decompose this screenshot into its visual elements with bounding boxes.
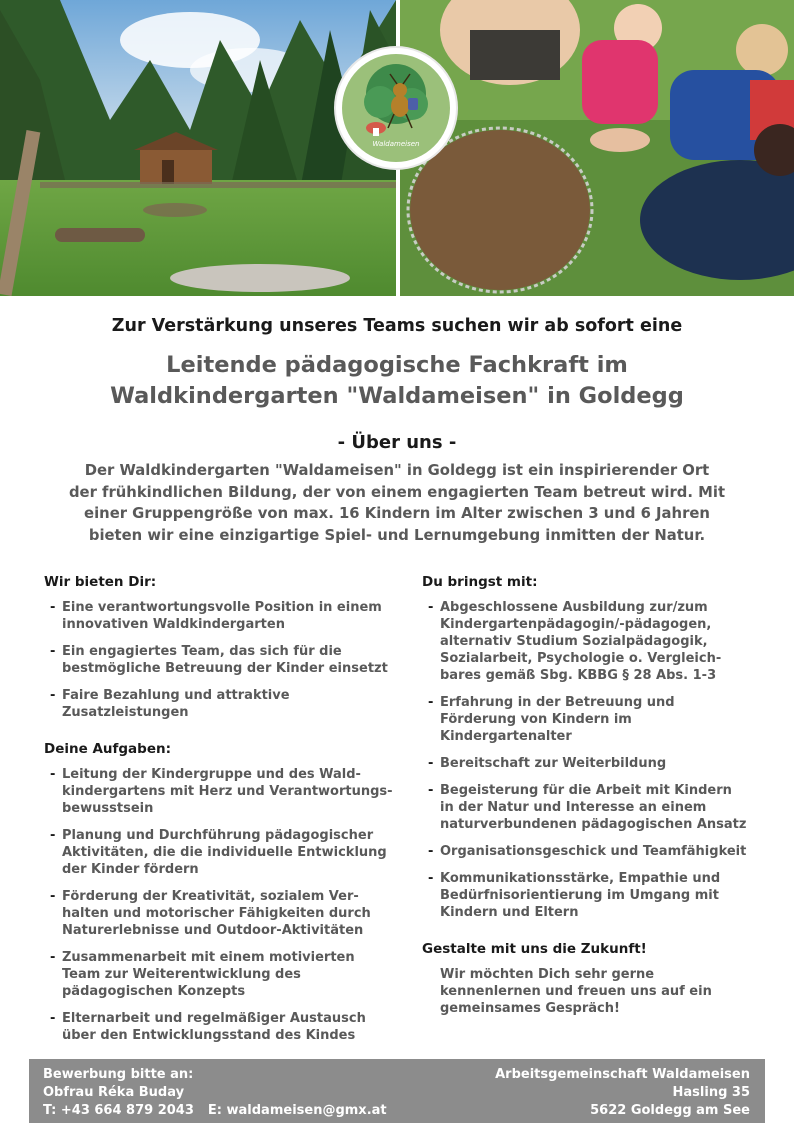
job-title-line: Leitende pädagogische Fachkraft im [166, 352, 628, 378]
application-contact [43, 1066, 387, 1120]
phone-number[interactable]: T: +43 664 879 2043 [43, 1103, 194, 1118]
list-item: - Kommunikationsstärke, Empathie und Bedürfnisorientierung im Umgang mit Kindern und Eltern [422, 870, 762, 921]
offer-heading: Wir bieten Dir: [44, 574, 157, 590]
list-item: - Planung und Durchführung pädagogischer Aktivitäten, die die individuelle Entwicklung der Kinder fördern [44, 827, 414, 878]
waldameisen-logo: Waldameisen [336, 48, 456, 168]
about-heading: - Über uns - [337, 432, 457, 453]
list-item: - Bereitschaft zur Weiterbildung [422, 755, 762, 772]
intro-line: Zur Verstärkung unseres Teams suchen wir ab sofort eine [111, 316, 683, 336]
job-title-line: Waldkindergarten "Waldameisen" in Goldegg [110, 383, 684, 409]
left-column [44, 574, 414, 1054]
photo-header [0, 0, 794, 296]
tasks-heading: Deine Aufgaben: [44, 741, 171, 757]
list-item: - Zusammenarbeit mit einem motivierten Team zur Weiterentwicklung des pädagogischen Konzepts [44, 949, 414, 1000]
email-address[interactable]: E: waldameisen@gmx.at [207, 1103, 387, 1118]
apply-label: Bewerbung bitte an: [43, 1067, 194, 1082]
about-line: einer Gruppengröße von max. 16 Kindern im Alter zwischen 3 und 6 Jahren [84, 505, 710, 522]
about-text [30, 460, 764, 546]
list-item: - Faire Bezahlung und attraktive Zusatzleistungen [44, 687, 414, 721]
list-item: - Erfahrung in der Betreuung und Förderung von Kindern im Kindergartenalter [422, 694, 762, 745]
about-line: bieten wir eine einzigartige Spiel- und Lernumgebung inmitten der Natur. [88, 526, 706, 544]
list-item: - Förderung der Kreativität, sozialem Ver- halten und motorischer Fähigkeiten durch Naturerlebnisse und Outdoor-Aktivitäten [44, 888, 414, 939]
forest-kindergarten-photo [0, 0, 396, 296]
tasks-list [44, 766, 414, 1044]
requirements-heading: Du bringst mit: [422, 574, 538, 590]
list-item: - Leitung der Kindergruppe und des Wald- kindergartens mit Herz und Verantwortungs- bewusstsein [44, 766, 414, 817]
street: Hasling 35 [672, 1085, 750, 1100]
requirements-list [422, 599, 762, 921]
contact-name: Obfrau Réka Buday [43, 1085, 185, 1100]
org-name: Arbeitsgemeinschaft Waldameisen [495, 1067, 750, 1082]
list-item: - Abgeschlossene Ausbildung zur/zum Kindergartenpädagogin/-pädagogen, alternativ Studium Sozialpädagogik, Sozialarbeit, Psychologie o. Vergleich- bares gemäß Sbg. KBBG § 28 Abs. 1-3 [422, 599, 762, 684]
list-item: - Eine verantwortungsvolle Position in einem innovativen Waldkindergarten [44, 599, 414, 633]
list-item: - Elternarbeit und regelmäßiger Austausch über den Entwicklungsstand des Kindes [44, 1010, 414, 1044]
job-title [40, 350, 754, 412]
about-line: Der Waldkindergarten "Waldameisen" in Goldegg ist ein inspirierender Ort [84, 462, 710, 479]
closing-text: Wir möchten Dich sehr gerne kennenlernen und freuen uns auf ein gemeinsames Gespräch! [440, 967, 712, 1016]
list-item: - Ein engagiertes Team, das sich für die bestmögliche Betreuung der Kinder einsetzt [44, 643, 414, 677]
right-column [422, 574, 762, 1017]
future-heading: Gestalte mit uns die Zukunft! [422, 941, 647, 957]
offer-list [44, 599, 414, 721]
list-item: - Organisationsgeschick und Teamfähigkeit [422, 843, 762, 860]
contact-footer [29, 1059, 765, 1123]
about-line: der frühkindlichen Bildung, der von einem engagierten Team betreut wird. Mit [68, 483, 726, 501]
city: 5622 Goldegg am See [590, 1103, 750, 1118]
list-item: - Begeisterung für die Arbeit mit Kindern in der Natur und Interesse an einem naturverbundenen pädagogischen Ansatz [422, 782, 762, 833]
children-nature-photo [400, 0, 794, 296]
organization-address [495, 1066, 750, 1120]
